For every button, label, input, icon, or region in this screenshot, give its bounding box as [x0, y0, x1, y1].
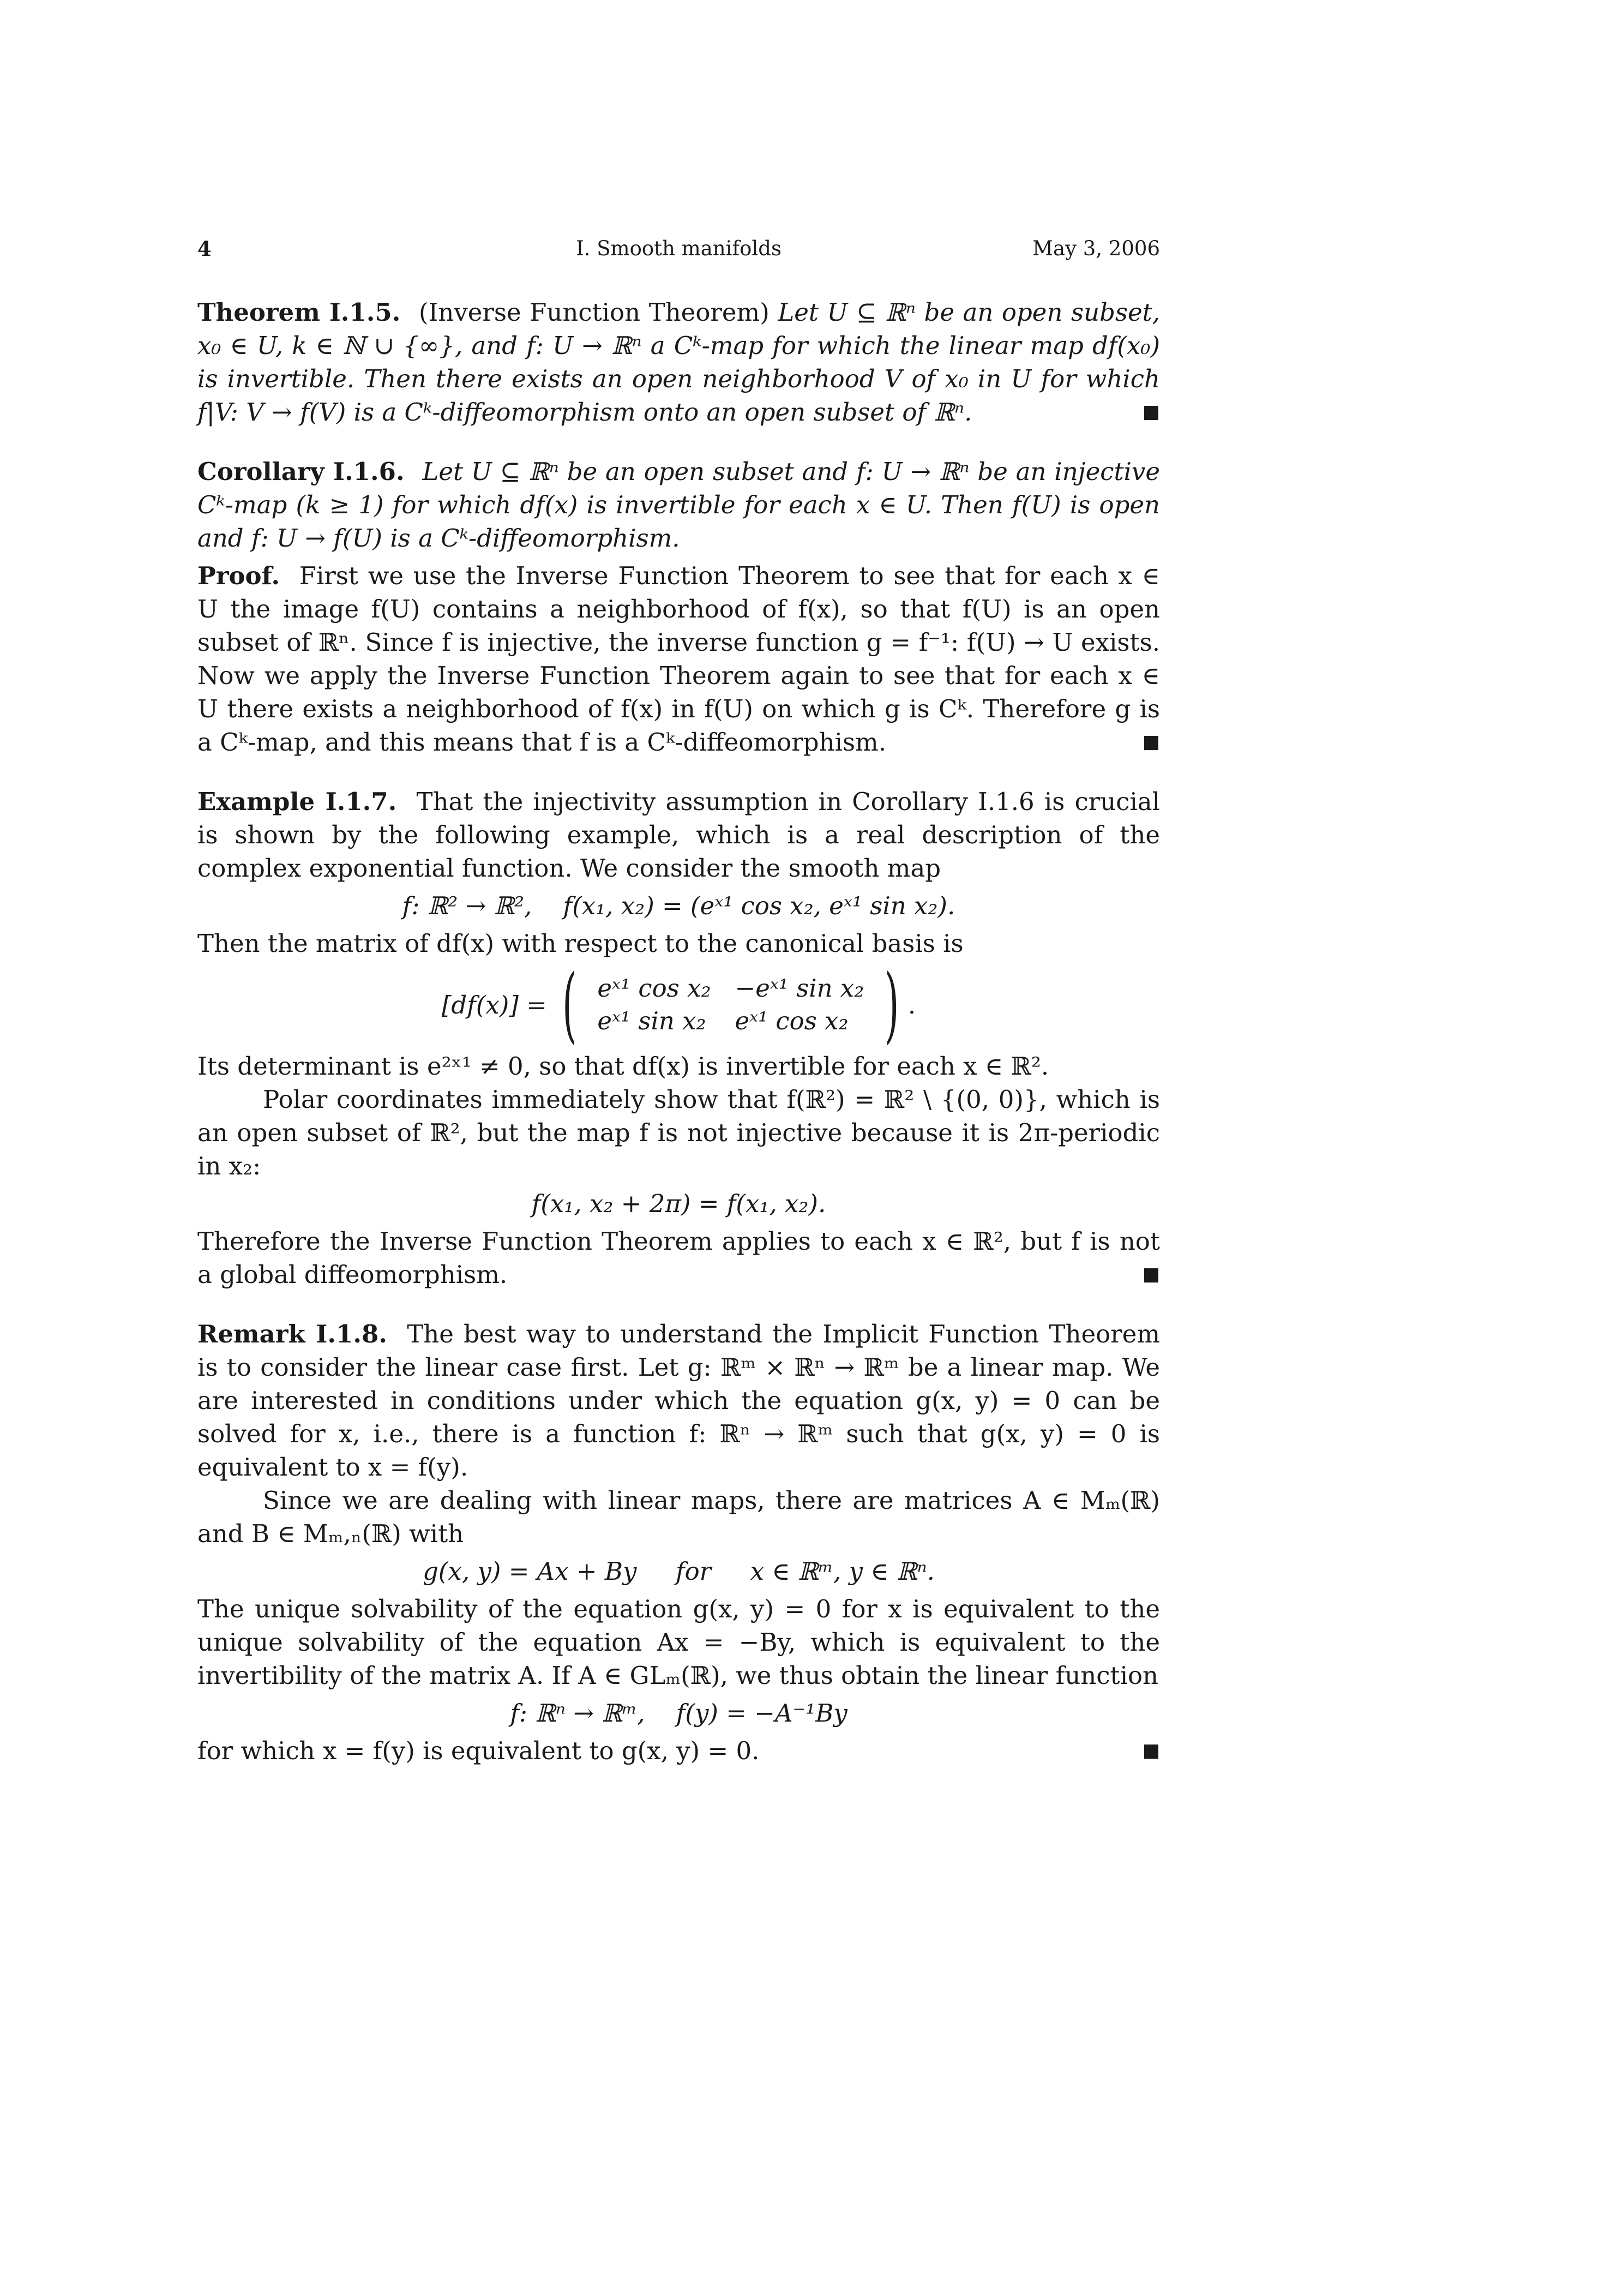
display-equation: g(x, y) = Ax + By for x ∈ ℝᵐ, y ∈ ℝⁿ.	[423, 1557, 935, 1586]
corollary-statement: Let U ⊆ ℝⁿ be an open subset and f: U → ℝⁿ be an injective Cᵏ-map (k ≥ 1) for which df(x) is invertible for each x ∈ U. Then f(U) is open and f: U → f(U) is a Cᵏ-diffeomorphism.	[197, 457, 1160, 553]
left-paren: (	[562, 957, 577, 1052]
header-date: May 3, 2006	[1032, 237, 1160, 260]
theorem-block	[197, 296, 1160, 429]
page-body	[197, 296, 1160, 1767]
qed-mark: ■	[1142, 401, 1160, 423]
theorem-label: Theorem I.1.5.	[197, 298, 401, 327]
example-label: Example I.1.7.	[197, 787, 397, 816]
matrix-intro: Then the matrix of df(x) with respect to the canonical basis is	[197, 929, 964, 958]
example-intro: That the injectivity assumption in Corollary I.1.6 is crucial is shown by the following example, which is a real description of the complex exponential function. We consider the smooth map	[197, 787, 1161, 883]
qed-mark: ■	[1142, 1263, 1160, 1285]
matrix-cell: eˣ¹ cos x₂	[735, 1006, 849, 1035]
matrix-table	[585, 972, 876, 1038]
remark-block	[197, 1317, 1160, 1767]
remark-final: for which x = f(y) is equivalent to g(x, y) = 0.	[197, 1736, 760, 1765]
display-equation: f(x₁, x₂ + 2π) = f(x₁, x₂).	[531, 1189, 826, 1218]
determinant-text: Its determinant is e²ˣ¹ ≠ 0, so that df(x) is invertible for each x ∈ ℝ².	[197, 1052, 1049, 1081]
corollary-block	[197, 455, 1160, 555]
example-conclusion: Therefore the Inverse Function Theorem applies to each x ∈ ℝ², but f is not a global diffeomorphism.	[197, 1227, 1160, 1289]
matrix-cell: eˣ¹ sin x₂	[597, 1006, 706, 1035]
right-paren: )	[885, 957, 899, 1052]
remark-intro: The best way to understand the Implicit Function Theorem is to consider the linear case first. Let g: ℝᵐ × ℝⁿ → ℝᵐ be a linear map. We are interested in conditions under which the equation g(x, y) = 0 can be solved for x, i.e., there is a function f: ℝⁿ → ℝᵐ such that g(x, y) = 0 is equivalent to x = f(y).	[197, 1320, 1160, 1482]
example-block	[197, 785, 1160, 1291]
display-equation: f: ℝ² → ℝ², f(x₁, x₂) = (eˣ¹ cos x₂, eˣ¹ sin x₂).	[402, 891, 955, 920]
matrix-display	[197, 957, 1160, 1052]
qed-mark: ■	[1142, 731, 1160, 753]
remark-linear: Since we are dealing with linear maps, there are matrices A ∈ Mₘ(ℝ) and B ∈ Mₘ,ₙ(ℝ) with	[197, 1486, 1160, 1548]
proof-block	[197, 559, 1160, 759]
proof-label: Proof.	[197, 561, 280, 590]
corollary-label: Corollary I.1.6.	[197, 457, 405, 486]
qed-mark: ■	[1142, 1740, 1160, 1761]
page-number: 4	[197, 237, 212, 261]
proof-text: First we use the Inverse Function Theorem to see that for each x ∈ U the image f(U) contains a neighborhood of f(x), so that f(U) is an open subset of ℝⁿ. Since f is injective, the inverse function g = f⁻¹: f(U) → U exists. Now we apply the Inverse Function Theorem again to see that for each x ∈ U there exists a neighborhood of f(x) in f(U) on which g is Cᵏ. Therefore g is a Cᵏ-map, and this means that f is a Cᵏ-diffeomorphism.	[197, 561, 1160, 757]
matrix-cell: eˣ¹ cos x₂	[597, 974, 711, 1003]
polar-text: Polar coordinates immediately show that f(ℝ²) = ℝ² \ {(0, 0)}, which is an open subset of ℝ², but the map f is not injective because it is 2π-periodic in x₂:	[197, 1085, 1160, 1180]
matrix-cell: −eˣ¹ sin x₂	[735, 974, 864, 1003]
remark-label: Remark I.1.8.	[197, 1320, 387, 1348]
theorem-title: (Inverse Function Theorem)	[419, 298, 770, 327]
display-equation: f: ℝⁿ → ℝᵐ, f(y) = −A⁻¹By	[510, 1699, 847, 1728]
matrix-period: .	[907, 990, 916, 1020]
chapter-title: I. Smooth manifolds	[576, 237, 782, 260]
matrix-lhs: [df(x)] =	[441, 990, 547, 1020]
theorem-statement: Let U ⊆ ℝⁿ be an open subset, x₀ ∈ U, k ∈ ℕ ∪ {∞}, and f: U → ℝⁿ a Cᵏ-map for which the linear map df(x₀) is invertible. Then there exists an open neighborhood V of x₀ in U for which f|V: V → f(V) is a Cᵏ-diffeomorphism onto an open subset of ℝⁿ.	[197, 298, 1160, 427]
remark-solvability: The unique solvability of the equation g(x, y) = 0 for x is equivalent to the unique solvability of the equation Ax = −By, which is equivalent to the invertibility of the matrix A. If A ∈ GLₘ(ℝ), we thus obtain the linear function	[197, 1594, 1160, 1690]
running-header	[197, 233, 1160, 264]
